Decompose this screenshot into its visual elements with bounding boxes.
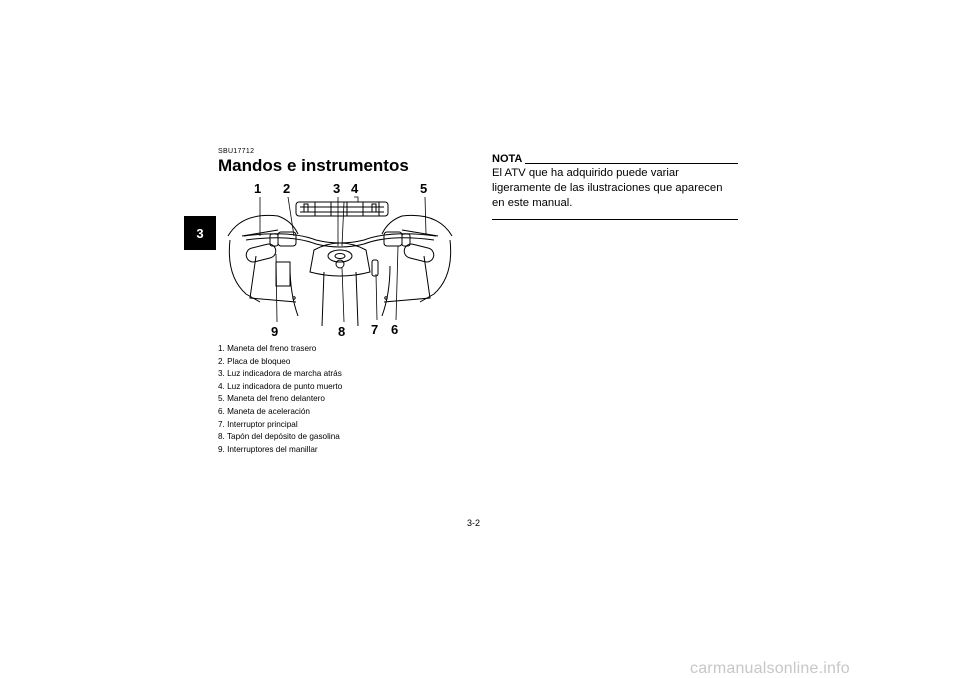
callout-3: 3 [333, 181, 341, 196]
legend-item: 5. Maneta del freno delantero [218, 394, 325, 404]
note-rule [525, 163, 738, 164]
page-number: 3-2 [467, 518, 481, 528]
section-code: SBU17712 [218, 148, 255, 155]
callout-1: 1 [254, 181, 262, 196]
legend-item: 2. Placa de bloqueo [218, 356, 291, 366]
legend-item: 7. Interruptor principal [218, 419, 298, 429]
figure-legend [218, 343, 342, 456]
note-end-rule [492, 219, 738, 220]
note-label: NOTA [492, 153, 523, 165]
section-title: Mandos e instrumentos [218, 156, 409, 175]
legend-item: 4. Luz indicadora de punto muerto [218, 381, 343, 391]
callout-5: 5 [420, 181, 428, 196]
note-text: El ATV que ha adquirido puede variar ligeramente de las ilustraciones que aparecen en este manual. [492, 167, 723, 209]
handlebar-illustration [220, 176, 460, 342]
callout-7: 7 [371, 322, 379, 337]
callout-8: 8 [338, 324, 346, 339]
watermark: carmanualsonline.info [690, 660, 850, 677]
legend-item: 1. Maneta del freno trasero [218, 344, 317, 353]
legend-item: 3. Luz indicadora de marcha atrás [218, 369, 342, 379]
legend-item: 6. Maneta de aceleración [218, 406, 310, 416]
callout-6: 6 [391, 322, 399, 337]
main-switch [372, 260, 378, 276]
fuel-cap [336, 260, 344, 268]
note-header [492, 154, 738, 165]
callout-4: 4 [351, 181, 359, 196]
legend-item: 8. Tapón del depósito de gasolina [218, 432, 340, 442]
legend-item: 9. Interruptores del manillar [218, 444, 318, 454]
note-box [492, 154, 738, 220]
handlebar [244, 234, 436, 243]
chapter-tab: 3 [184, 216, 216, 250]
callout-9: 9 [271, 324, 279, 339]
callout-2: 2 [283, 181, 291, 196]
